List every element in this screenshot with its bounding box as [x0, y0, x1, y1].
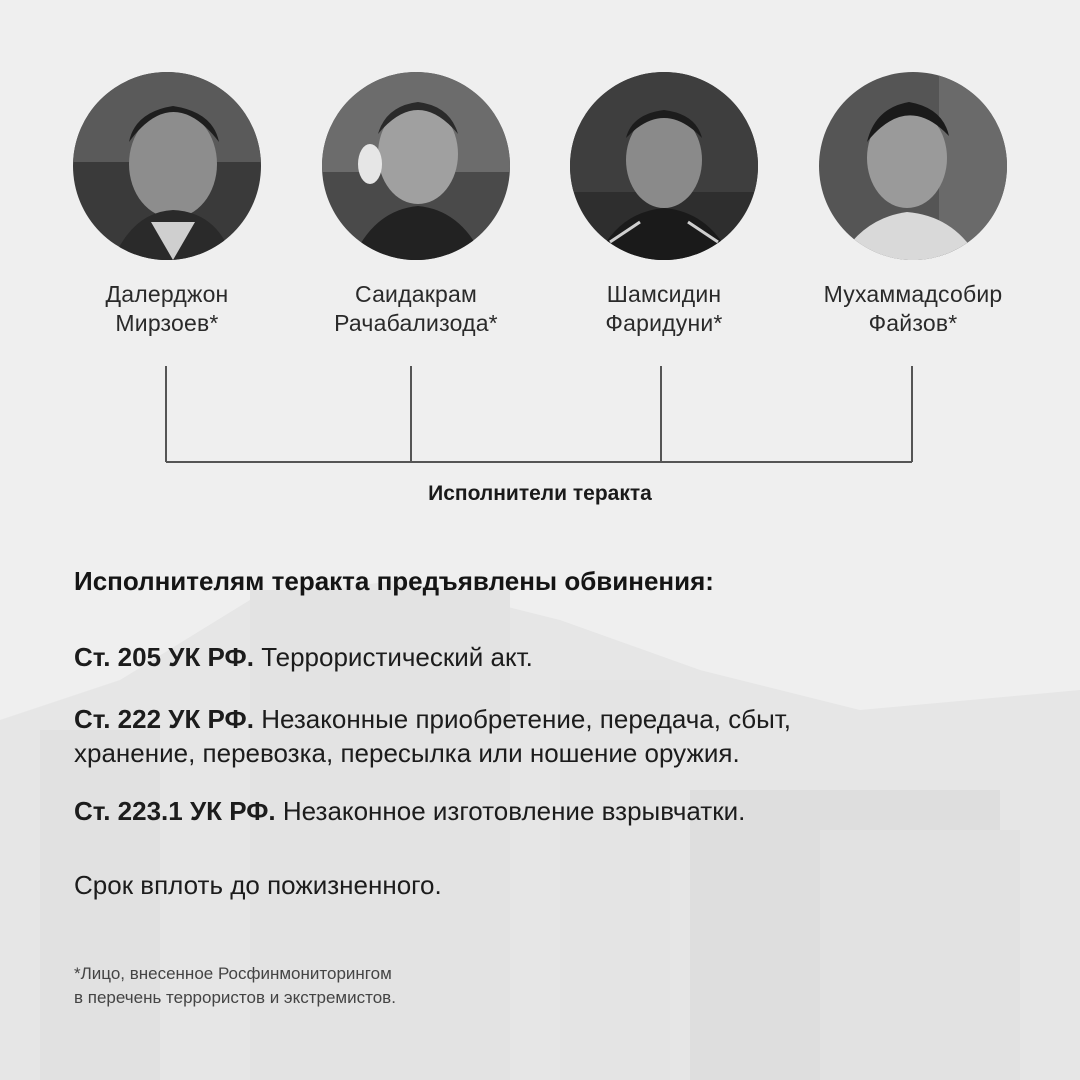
sentence-note: Срок вплоть до пожизненного. [74, 870, 442, 900]
charge-text: Незаконные приобретение, передача, сбыт, [261, 704, 792, 734]
person-name: Мухаммадсобир Файзов* [823, 281, 1003, 336]
footnote: *Лицо, внесенное Росфинмониторингом в перечень террористов и экстремистов. [74, 964, 396, 1007]
charge-item [74, 640, 1034, 674]
charge-text: Террористический акт. [261, 642, 533, 672]
charge-item [74, 794, 1034, 828]
charge-text: хранение, перевозка, пересылка или ношение оружия. [74, 738, 740, 768]
group-bracket [0, 0, 1080, 480]
charge-article: Ст. 205 УК РФ. [74, 642, 254, 672]
person-name: Саидакрам Рачабализода* [334, 281, 498, 336]
person-name: Шамсидин Фаридуни* [605, 281, 723, 336]
charge-article: Ст. 223.1 УК РФ. [74, 796, 276, 826]
charge-item [74, 702, 1034, 770]
group-label: Исполнители теракта [428, 482, 652, 505]
charge-text: Незаконное изготовление взрывчатки. [282, 796, 746, 826]
person-name: Далерджон Мирзоев* [105, 281, 229, 336]
charge-article: Ст. 222 УК РФ. [74, 704, 254, 734]
charges-heading: Исполнителям теракта предъявлены обвинения: [74, 566, 714, 596]
